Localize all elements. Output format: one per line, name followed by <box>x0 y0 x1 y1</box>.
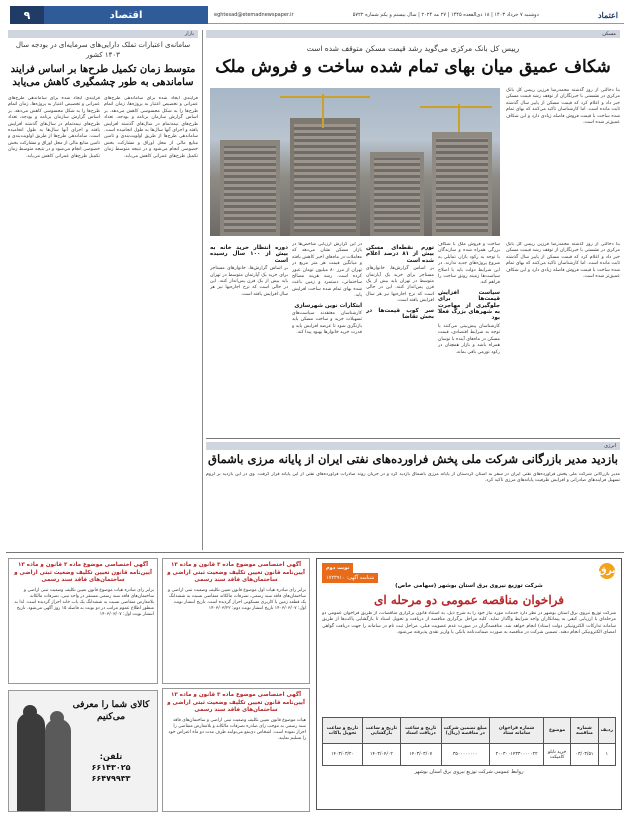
energy-band-label: انرژی <box>604 443 616 449</box>
promo-phone-label: تلفن: <box>99 752 123 761</box>
page-number: ۹ <box>10 6 44 24</box>
main-story-lead: بنا دخالتی از روز گذشته محمدرضا فرزین رییس کل بانک مرکزی در نشستی با خبرنگاران از توقف رشد قیمت مسکن خبر داد و اعلام کرد که قیمت مسکن از پاییز سال گذشته ثابت مانده است. اما کارشناسان تاکید می‌کنند که بهای تمام شده ساخت با قیمت فروش فاصله زیادی دارد و این شکاف عمیق‌تر شده است. <box>506 88 620 126</box>
main-story-col-right <box>506 242 620 442</box>
tender-id-badge: شناسه آگهی: ۱۷۲۳۹۱۰ <box>322 573 378 583</box>
news2-body <box>206 472 620 548</box>
main-story-sub4: سر کوب قیمت‌ها در بخش تقاضا <box>366 307 434 321</box>
legal-ad-1-body: برابر رای صادره هیات موضوع قانون تعیین تکلیف وضعیت ثبتی اراضی و ساختمان‌های فاقد سند رسمی مستقر در واحد ثبتی، تصرفات مالکانه بلامعارض متقاضی نسبت به ششدانگ یک باب خانه احراز گردیده است. لذا به منظور اطلاع عموم مراتب در دو نوبت به فاصله ۱۵ روز آگهی می‌شود. تاریخ انتشار نوبت اول: ۱۴۰۳/۰۳/۰۷ <box>14 587 154 617</box>
legal-ad-3-title: آگهی اختصاصی موضوع ماده ۳ قانون و ماده ۱۳ آیین‌نامه قانون تعیین تکلیف وضعیت ثبتی اراضی و ساختمان‌های فاقد سند رسمی <box>167 692 305 713</box>
tender-cell: ۳۵۰۰۰۰۰۰۰۰ <box>441 744 490 766</box>
table-row <box>323 744 616 766</box>
main-story-sub2: دوره انتظار خرید خانه به بیش از ۱۰۰ سال رسیده است <box>210 245 288 264</box>
promo-phones <box>71 751 151 784</box>
person-silhouette-2 <box>45 719 71 811</box>
main-story-col4-text: کارشناسان پیش‌بینی می‌کنند با توجه به شرایط اقتصادی، قیمت مسکن در ماه‌های آینده با نوسان همراه باشد و بازار همچنان در رکود تورمی باقی بماند. <box>438 323 500 355</box>
side-story-col-left <box>8 96 100 544</box>
tender-col-header: شماره مناقصه <box>571 718 599 744</box>
tender-body: شرکت توزیع نیروی برق استان بوشهر در نظر دارد خدمات مورد نیاز خود را به شرح ذیل، به استناد قانون برگزاری مناقصات، از طریق فراخوان عمومی دو مرحله‌ای با ارزیابی کیفی به پیمانکاران واجد شرایط واگذار نماید. کلیه مراحل برگزاری مناقصه از دریافت و تحویل اسناد تا بازگشایی پاکت‌ها از طریق سامانه تدارکات الکترونیکی دولت (ستاد) انجام خواهد شد. مناقصه‌گران در صورت عدم عضویت قبلی، مراحل ثبت نام در سامانه را جهت دریافت گواهی امضای الکترونیکی انجام دهند. تضمین شرکت در مناقصه به صورت ضمانت‌نامه بانکی یا واریز نقدی پذیرفته می‌شود. <box>322 611 616 636</box>
main-story-col-3 <box>438 242 500 442</box>
legal-ad-3 <box>162 688 310 812</box>
main-story-sub5: سیاست افزایش قیمت‌ها برای جلوگیری از مهاجرت به شهرهای بزرگ فعلا بود <box>438 289 500 322</box>
tender-cell: ۱۴۰۳/۰۴/۰۲ <box>362 744 400 766</box>
tender-col-header: تاریخ و ساعت تحویل پاکات <box>323 718 363 744</box>
tender-col-header: موضوع <box>544 718 571 744</box>
main-story-col2-text: بر اساس گزارش‌ها، خانوارهای مستاجر برای خرید یک آپارتمان متوسط در تهران باید بیش از یک قرن پس‌انداز کنند. این در حالی است که نرخ اجاره‌بها نیز هر سال افزایش یافته است. <box>366 266 434 304</box>
power-company-logo-icon: برق <box>599 563 615 579</box>
section-email[interactable]: eghtesad@etemadnewspaper.ir <box>214 11 294 18</box>
separator-line <box>206 438 620 439</box>
section-label: اقتصاد <box>44 6 208 24</box>
bazar-band-label: بازار <box>184 31 194 37</box>
newspaper-logo: اعتماد <box>597 9 618 20</box>
tender-cell: ۰۳/۰۳/۵۱ <box>571 744 599 766</box>
tender-col-header: تاریخ و ساعت بازگشایی <box>362 718 400 744</box>
promo-text: کالای شما را معرفی می‌کنیم <box>72 700 150 722</box>
side-story-kicker: سامانه‌ی اعتبارات تملک دارایی‌های سرمایه‌ای در بودجه سال ۱۴۰۳ کشور <box>15 41 191 59</box>
legal-ad-1-title: آگهی اختصاصی موضوع ماده ۳ قانون و ماده ۱۳ آیین‌نامه قانون تعیین تکلیف وضعیت ثبتی اراضی و ساختمان‌های فاقد سند رسمی <box>14 562 152 583</box>
person-head-2 <box>50 711 64 725</box>
legal-ad-2-body: برابر رای صادره هیات اول موضوع قانون تعیین تکلیف وضعیت ثبتی اراضی و ساختمان‌های فاقد سند رسمی، تصرفات مالکانه متقاضی نسبت به ششدانگ یک قطعه زمین با کاربری مسکونی احراز گردیده است. تاریخ انتشار نوبت اول: ۱۴۰۳/۰۳/۰۷ تاریخ انتشار نوبت دوم: ۱۴۰۳/۰۳/۲۲ <box>167 587 306 611</box>
main-story-kicker: رییس کل بانک مرکزی می‌گوید رشد قیمت مسکن متوقف شده است <box>306 44 520 53</box>
dateline: دوشنبه ۷ خرداد ۱۴۰۳ | ۱۸ ذی‌القعده ۱۴۴۵ | ۲۷ مه ۲۰۲۴ | سال بیستم و یکم شماره ۵۷۲۲ <box>352 11 539 18</box>
tender-cell: خرید تابلو کامپکت <box>544 744 571 766</box>
tender-col-header: ردیف <box>598 718 615 744</box>
energy-band <box>206 442 620 450</box>
main-story-col-2 <box>366 242 434 442</box>
tender-round-badge: نوبت دوم <box>322 563 353 573</box>
tender-footer: روابط عمومی شرکت توزیع نیروی برق استان بوشهر <box>414 769 524 775</box>
main-story-col-1 <box>292 242 362 442</box>
column-divider <box>202 30 203 550</box>
legal-ad-2 <box>162 558 310 684</box>
construction-photo <box>210 88 500 236</box>
tender-col-header: شماره فراخوان سامانه ستاد <box>490 718 544 744</box>
dateline-bar <box>208 6 624 24</box>
news2-headline: بازدید مدیر بازرگانی شرکت ملی پخش فراورده‌های نفتی ایران از پایانه مرزی باشماق <box>208 452 618 466</box>
main-story-col2b-text: بر اساس گزارش‌ها، خانوارهای مستاجر برای خرید یک آپارتمان متوسط در تهران باید بیش از یک قرن پس‌انداز کنند. این در حالی است که نرخ اجاره‌بها نیز هر سال افزایش یافته است. <box>210 266 288 297</box>
tender-cell: ۱ <box>598 744 615 766</box>
legal-ad-2-title: آگهی اختصاصی موضوع ماده ۳ قانون و ماده ۱۳ آیین‌نامه قانون تعیین تکلیف وضعیت ثبتی اراضی و ساختمان‌های فاقد سند رسمی <box>167 562 305 583</box>
news2-body-text: مدیر بازرگانی شرکت ملی پخش فراورده‌های نفتی ایران در سفر به استان کردستان از پایانه مرزی باشماق بازدید کرد و در جریان روند صادرات فراورده‌های نفتی از این پایانه قرار گرفت. وی در این بازدید بر لزوم تسهیل فرایندهای صادراتی و افزایش ظرفیت پایانه‌های مرزی تاکید کرد. <box>206 472 620 484</box>
main-story-sub3: تورم نقطه‌ای مسکن بیش از ۸۱ درصد اعلام شده است <box>366 245 434 264</box>
maskan-band-label: مسکن <box>602 31 616 37</box>
main-story-sub1: ابتکارات نوین شهرسازی <box>294 302 362 309</box>
main-story-title <box>206 44 620 77</box>
tender-col-header: مبلغ تضمین شرکت در مناقصه (ریال) <box>441 718 490 744</box>
bazar-band <box>8 30 198 38</box>
legal-ad-1 <box>8 558 158 684</box>
side-story-body-b: فرایندی ایجاد شده برای ساماندهی طرح‌های عمرانی و تخصیص اعتبار به پروژه‌ها، زمان اتمام طرح‌ها را به شکل محسوسی کاهش می‌دهد. بر اساس گزارش سازمان برنامه و بودجه، تعداد طرح‌های نیمه‌تمام در سال‌های گذشته افزایش یافته و اجرای آنها سال‌ها به طول انجامیده است. ساماندهی طرح‌ها از طریق اولویت‌بندی و تامین منابع مالی از محل اوراق و مشارکت بخش خصوصی انجام می‌شود و در نتیجه متوسط زمان تکمیل طرح‌های عمرانی کاهش می‌یابد. <box>8 96 100 159</box>
legal-ad-3-body: هیات موضوع قانون تعیین تکلیف وضعیت ثبتی اراضی و ساختمان‌های فاقد سند رسمی به موجب رای صادره تصرفات مالکانه و بلامعارض متقاضی را احراز نموده است. اشخاص ذی‌نفع می‌توانند ظرف مدت دو ماه اعتراض خود را تسلیم نمایند. <box>168 717 306 741</box>
main-story-col1b-text: کارشناسان معتقدند سیاست‌های تسهیلات خرید و ساخت مسکن باید بازنگری شود تا عرضه افزایش یابد و قدرت خرید خانوارها بهبود پیدا کند. <box>292 311 362 336</box>
tender-notice <box>316 558 622 810</box>
ads-separator <box>6 552 624 553</box>
side-story-headline: متوسط زمان تکمیل طرح‌ها بر اساس فرایند ساماندهی به طور چشمگیری کاهش می‌یابد <box>10 64 196 88</box>
person-silhouette <box>17 713 45 811</box>
tender-col-header: تاریخ و ساعت دریافت اسناد <box>400 718 441 744</box>
main-story-col3-text: ساخت و فروش ملک با شکاف بزرگی همراه شده و سازندگان با توجه به رکود بازار، تمایلی به شروع پروژه‌های جدید ندارند. در این شرایط دولت باید با اصلاح سیاست‌ها زمینه رونق ساخت را فراهم کند. <box>438 242 500 286</box>
side-story-col-right <box>104 96 198 544</box>
main-story-col-0 <box>210 242 288 442</box>
main-story-headline: شکاف عمیق میان بهای تمام شده ساخت و فروش ملک <box>215 57 611 77</box>
tender-cell: ۱۴۰۳/۰۳/۰۷ <box>400 744 441 766</box>
promo-phone-1: ۶۶۱۴۳۰۲۵ <box>91 763 131 772</box>
page-header <box>6 6 624 24</box>
main-story-col-right-text: بنا دخالتی از روز گذشته محمدرضا فرزین رییس کل بانک مرکزی در نشستی با خبرنگاران از توقف رشد قیمت مسکن خبر داد و اعلام کرد که قیمت مسکن از پاییز سال گذشته ثابت مانده است. اما کارشناسان تاکید می‌کنند که بهای تمام شده ساخت با قیمت فروش فاصله زیادی دارد و این شکاف عمیق‌تر شده است. <box>506 242 620 280</box>
promo-phone-2: ۶۶۴۷۹۹۳۳ <box>91 774 131 783</box>
side-story-title <box>8 40 198 89</box>
tender-title: فراخوان مناقصه عمومی دو مرحله ای <box>373 593 565 607</box>
advertise-promo <box>8 690 158 812</box>
tender-table <box>322 717 616 766</box>
maskan-band <box>206 30 620 38</box>
tender-cell: ۱۴۰۳/۰۳/۲۰ <box>323 744 363 766</box>
side-story-body-a: فرایندی ایجاد شده برای ساماندهی طرح‌های عمرانی و تخصیص اعتبار به پروژه‌ها، زمان اتمام طرح‌ها را به شکل محسوسی کاهش می‌دهد. بر اساس گزارش سازمان برنامه و بودجه، تعداد طرح‌های نیمه‌تمام در سال‌های گذشته افزایش یافته و اجرای آنها سال‌ها به طول انجامیده است. ساماندهی طرح‌ها از طریق اولویت‌بندی و تامین منابع مالی از محل اوراق و مشارکت بخش خصوصی انجام می‌شود و در نتیجه متوسط زمان تکمیل طرح‌های عمرانی کاهش می‌یابد. <box>104 96 198 159</box>
person-head <box>23 705 37 719</box>
main-story-col1-text: در این گزارش ارزیابی شاخص‌ها در بازار مسکن نشان می‌دهد که معاملات در ماه‌های اخیر کاهش یافته و میانگین قیمت هر متر مربع در تهران از مرز ۸۰ میلیون تومان عبور کرده است. رشد هزینه مصالح ساختمانی، دستمزد و زمین باعث شده بهای تمام شده ساخت افزایش یابد. <box>292 242 362 299</box>
tender-company: شرکت توزیع نیروی برق استان بوشهر (سهامی خاص) <box>395 583 543 589</box>
tender-cell: ۲۰۰۳۰۰۱۴۳۳۰۰۰۰۰۲۲ <box>490 744 544 766</box>
